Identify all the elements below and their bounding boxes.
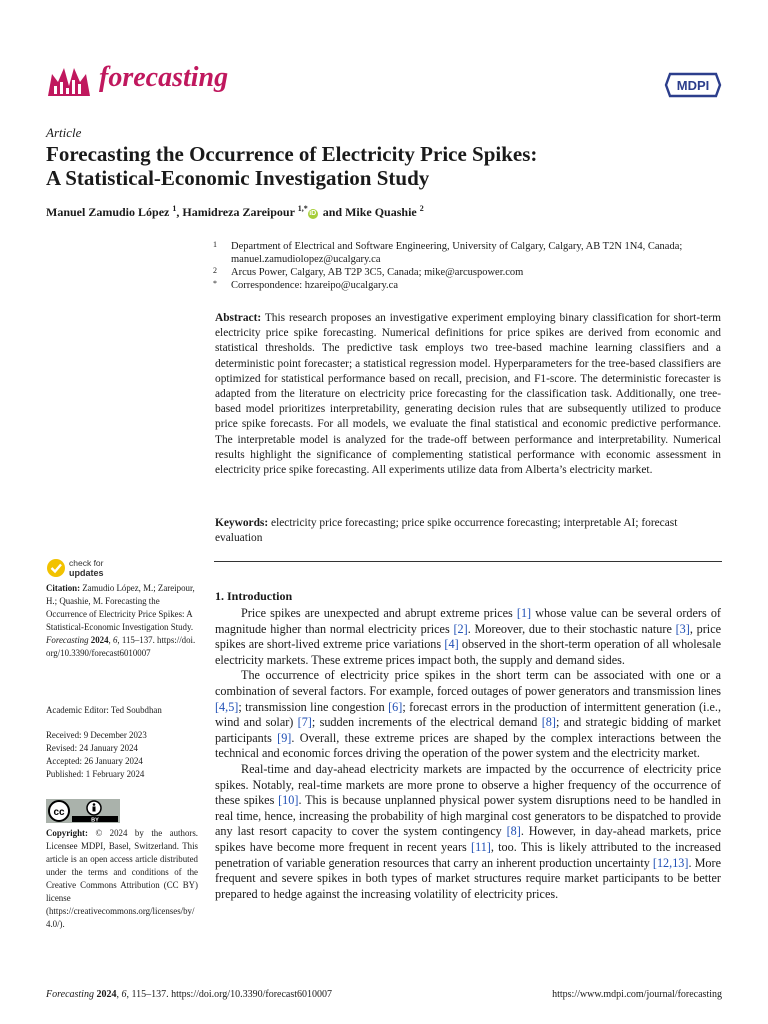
citation-pages: 115–137.	[121, 635, 155, 645]
title-line-2: A Statistical-Economic Investigation Study	[46, 166, 430, 190]
text-run: Real-time and day-ahead electricity markets are impacted by the occurrence of electricity price spikes. Notably, real-time markets are more prone to observe a higher frequency of the occurrence of these spikes	[215, 761, 721, 808]
title-line-1: Forecasting the Occurrence of Electricity Price Spikes:	[46, 142, 538, 166]
text-run: ; forecast errors in the production of intermittent generation (i.e., wind and solar)	[215, 699, 721, 730]
citation-year: 2024	[90, 635, 109, 645]
reference-link[interactable]: [2]	[453, 621, 468, 636]
author-affil-marker: 2	[419, 204, 424, 213]
by-label: BY	[91, 817, 99, 823]
text-run: ; sudden increments of the electrical demand	[311, 715, 542, 730]
divider	[214, 561, 722, 562]
cc-label: cc	[53, 807, 65, 818]
keywords	[215, 516, 721, 546]
paper-title	[46, 142, 726, 190]
affiliation-text: Department of Electrical and Software Engineering, University of Calgary, Calgary, AB T2N 1N4, Canada; manuel.zamudiolopez@ucalgary.ca	[231, 241, 683, 265]
abstract-label: Abstract:	[215, 312, 262, 324]
author-list	[46, 204, 424, 220]
reference-link[interactable]: [4,5]	[215, 699, 239, 714]
author-affil-marker: 1,*	[297, 204, 308, 213]
introduction-body	[215, 606, 721, 902]
copyright-label: Copyright:	[46, 828, 88, 838]
footer-volume: 6	[121, 989, 127, 1000]
author-name[interactable]: Mike Quashie	[345, 205, 417, 219]
text-run: . However, in day-ahead markets, price spikes have become more frequent in recent years	[215, 824, 721, 854]
accepted-date: Accepted: 26 January 2024	[46, 756, 143, 766]
footer-citation: Forecasting 2024, 6, 115–137. https://doi.org/10.3390/forecast6010007	[46, 989, 333, 1000]
text-run: The occurrence of electricity price spikes in the short term can be associated with one or a combination of several factors. For example, forced outages of power generators and transmission lines	[215, 668, 721, 698]
abstract-text: This research proposes an investigative experiment employing binary classification for short-term electricity price spike forecasting. Numerical definitions for price spikes are derived from economic and statistical thresholds. The predictive task employs two tree-based machine learning classifiers and a deterministic point forecaster; a statistical regression model. Hyperparameters for the tree-based classifiers are optimized for statistical performance based on recall, precision, and F1-score. The deterministic forecaster is adapted from the literature on electricity price forecasting for the classification task. Additionally, one tree-based model prioritizes interpretability, generating decision rules that are subsequently utilized to produce price spike forecasts. For all models, we evaluate the final statistical and economic predictive performance. The interpretable model is analyzed for the trade-off between performance and interpretability. Numerical results highlight the significance of complementing statistical performance with economic assessment in electricity price spike forecasting. All experiments utilize data from Alberta’s electricity market.	[215, 312, 721, 477]
author-name[interactable]: Hamidreza Zareipour	[182, 205, 295, 219]
publication-dates	[46, 729, 198, 781]
paragraph	[215, 762, 721, 902]
citation-label: Citation:	[46, 583, 81, 593]
affiliation-item	[213, 279, 723, 292]
check-updates-line-1: check for	[69, 558, 104, 568]
text-run: ; and strategic bidding of market participants	[215, 715, 721, 745]
cc-by-license-icon[interactable]	[46, 799, 120, 823]
text-run: , price spikes are short-lived extreme price variations	[215, 621, 722, 652]
affiliation-marker: *	[213, 279, 217, 288]
text-run: . Overall, these extreme prices are shaped by the complex interactions between the technical and economic forces driving the operation of the power system and the electricity market.	[215, 730, 722, 761]
affiliation-item	[213, 240, 723, 266]
reference-link[interactable]: [10]	[278, 793, 299, 808]
copyright-block	[46, 827, 198, 931]
forecasting-logo-icon	[46, 62, 92, 102]
reference-link[interactable]: [8]	[541, 715, 556, 730]
affiliation-text: Arcus Power, Calgary, AB T2P 3C5, Canada; mike@arcuspower.com	[231, 267, 524, 278]
affiliation-text: Correspondence: hzareipo@ucalgary.ca	[231, 280, 398, 291]
journal-name: forecasting	[99, 62, 229, 93]
text-run: whose value can be several orders of magnitude higher than normal electricity prices	[215, 606, 721, 636]
revised-date: Revised: 24 January 2024	[46, 743, 138, 753]
received-date: Received: 9 December 2023	[46, 730, 147, 740]
reference-link[interactable]: [8]	[506, 824, 521, 839]
article-type: Article	[46, 125, 82, 140]
affiliation-marker: 2	[213, 266, 217, 275]
affiliation-item	[213, 266, 723, 279]
citation-volume: 6	[112, 635, 118, 645]
author-name[interactable]: Manuel Zamudio López	[46, 205, 170, 219]
footer-journal: Forecasting	[46, 989, 94, 1000]
reference-link[interactable]: [3]	[675, 621, 690, 636]
text-run: . Moreover, due to their stochastic nature	[467, 621, 676, 636]
check-updates-line-2: updates	[69, 568, 104, 578]
reference-link[interactable]: [9]	[277, 730, 292, 745]
section-heading: 1. Introduction	[215, 589, 293, 603]
text-run: ; transmission line congestion	[238, 699, 389, 714]
orcid-icon[interactable]: iD	[309, 210, 317, 217]
abstract	[215, 311, 721, 478]
text-run: . More frequent and severe spikes in both types of market structures require market participants to be better prepared to hedge against the increasing volatility of electricity prices.	[215, 855, 721, 901]
citation-journal: Forecasting	[46, 635, 89, 645]
author-affil-marker: 1	[172, 204, 177, 213]
academic-editor: Academic Editor: Ted Soubdhan	[46, 705, 162, 715]
author-separator: ,	[176, 205, 183, 219]
footer-pages-doi[interactable]: , 115–137. https://doi.org/10.3390/forecast6010007	[126, 989, 333, 1000]
check-for-updates-badge[interactable]	[46, 557, 136, 579]
reference-link[interactable]: [11]	[471, 839, 491, 854]
reference-link[interactable]: [4]	[444, 637, 459, 652]
mdpi-logo-icon	[664, 70, 722, 100]
author-and: and	[322, 205, 343, 219]
paragraph	[215, 668, 721, 762]
footer-year: 2024	[96, 989, 117, 1000]
footer-journal-url[interactable]: https://www.mdpi.com/journal/forecasting	[552, 989, 722, 1000]
reference-link[interactable]: [1]	[516, 606, 532, 620]
publisher-name: MDPI	[676, 78, 710, 93]
text-run: Price spikes are unexpected and abrupt extreme prices	[241, 606, 517, 620]
paragraph	[215, 606, 721, 668]
affiliation-marker: 1	[213, 240, 217, 249]
citation-block: Citation: Zamudio López, M.; Zareipour, H.; Quashie, M. Forecasting the Occurrence of Electricity Price Spikes: A Statistical-Economic Investigation Study. Forecasting 2024, 6, 115–137. https://doi.org/10.3390/forecast6010007	[46, 583, 196, 658]
published-date: Published: 1 February 2024	[46, 769, 145, 779]
keywords-text: electricity price forecasting; price spike occurrence forecasting; interpretable AI; forecast evaluation	[215, 517, 678, 545]
text-run: observed in the short-term operation of all wholesale electricity markets. These extreme prices impact both, the supply and demand sides.	[215, 637, 721, 667]
text-run: . This is because unplanned physical power system disruptions need to be handled in real time, hence, increasing the probability of high marginal cost generators to be dispatched to provide any last resort capacity to cover the system contingency	[215, 793, 721, 839]
keywords-label: Keywords:	[215, 517, 269, 529]
reference-link[interactable]: [7]	[297, 715, 312, 730]
affiliations	[213, 240, 723, 292]
copyright-text: © 2024 by the authors. Licensee MDPI, Basel, Switzerland. This article is an open access article distributed under the terms and conditions of the Creative Commons Attribution (CC BY) license (https://creativecommons.org/licenses/by/4.0/).	[46, 828, 199, 929]
reference-link[interactable]: [6]	[388, 699, 403, 714]
reference-link[interactable]: [12,13]	[652, 855, 689, 870]
citation-doi-link[interactable]: https://doi.org/10.3390/forecast6010007	[46, 635, 196, 658]
text-run: , too. This is likely attributed to the increased penetration of variable generation resources that carry an inherent production uncertainty	[215, 839, 721, 870]
citation-text: Zamudio López, M.; Zareipour, H.; Quashie, M. Forecasting the Occurrence of Electricity Price Spikes: A Statistical-Economic Investigation Study.	[46, 583, 195, 632]
